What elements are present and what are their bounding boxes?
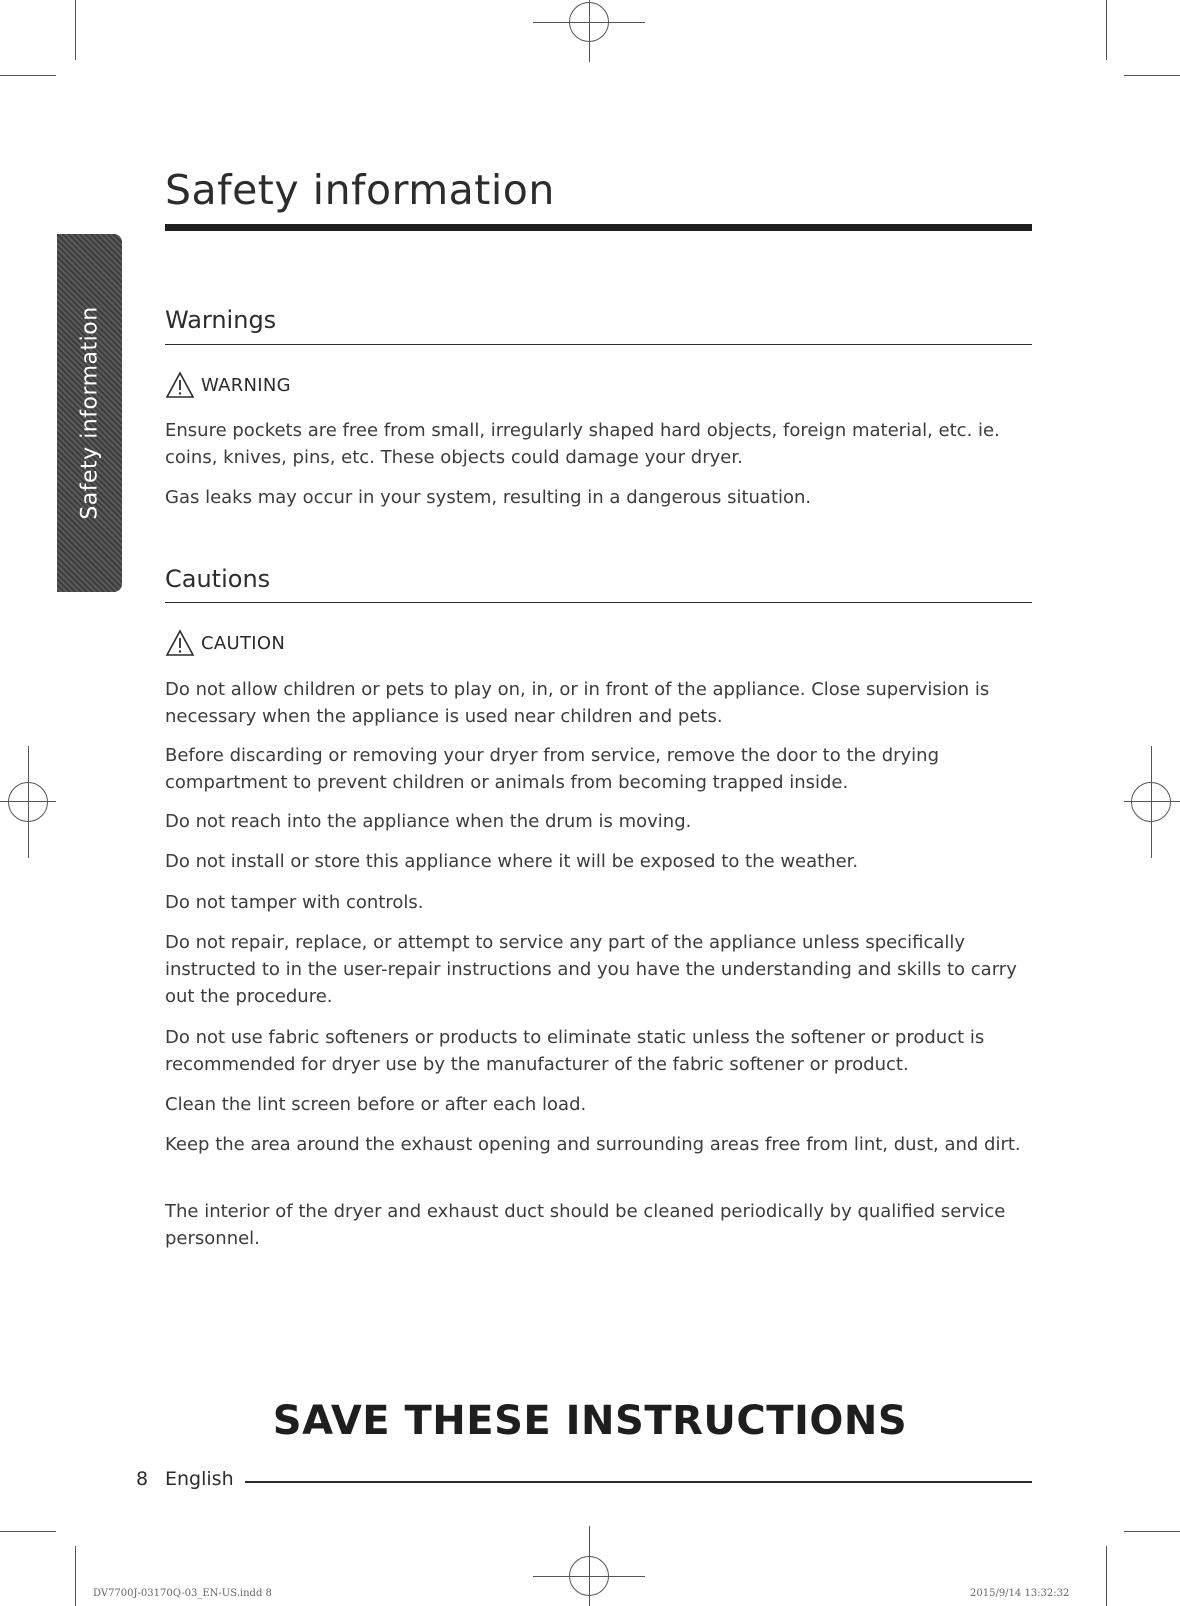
- cautions-rule: [165, 602, 1032, 603]
- caution-paragraph: Before discarding or removing your dryer from service, remove the door to the drying compartment to prevent children or animals from becoming trapped inside.: [165, 745, 940, 793]
- caution-paragraph: Keep the area around the exhaust opening and surrounding areas free from lint, dust, and dirt.: [165, 1134, 1021, 1155]
- footer-language: English: [165, 1468, 234, 1490]
- warning-paragraph: Ensure pockets are free from small, irregularly shaped hard objects, foreign material, etc. ie. coins, knives, pins, etc. These objects could damage your dryer.: [165, 420, 1000, 468]
- caution-paragraph: Do not use fabric softeners or products to eliminate static unless the softener or product is recommended for dryer use by the manufacturer of the fabric softener or product.: [165, 1027, 985, 1075]
- crop-mark: [0, 1531, 56, 1532]
- crop-mark: [1106, 0, 1107, 60]
- warning-alert: [165, 370, 291, 400]
- page-title: Safety information: [165, 166, 555, 214]
- caution-paragraph: Clean the lint screen before or after each load.: [165, 1094, 587, 1115]
- caution-paragraph: Do not install or store this appliance where it will be exposed to the weather.: [165, 851, 859, 872]
- footer-rule: [245, 1481, 1032, 1483]
- warning-paragraph: Gas leaks may occur in your system, resulting in a dangerous situation.: [165, 487, 812, 508]
- caution-paragraph: Do not repair, replace, or attempt to service any part of the appliance unless specifically instructed to in the user-repair instructions and you have the understanding and skills to carry out the procedure.: [165, 932, 1017, 1007]
- crop-mark: [1124, 1531, 1180, 1532]
- crop-mark: [1124, 75, 1180, 76]
- caution-triangle-icon: [165, 629, 195, 657]
- warnings-heading: Warnings: [165, 306, 277, 334]
- print-slug-file: DV7700J-03170Q-03_EN-US.indd 8: [93, 1588, 272, 1599]
- crop-mark: [0, 75, 56, 76]
- warnings-rule: [165, 344, 1032, 345]
- crop-mark: [75, 0, 76, 60]
- caution-alert: [165, 628, 285, 658]
- side-tab: [57, 234, 122, 592]
- caution-paragraph: The interior of the dryer and exhaust duct should be cleaned periodically by qualified service personnel.: [165, 1201, 1006, 1249]
- side-tab-label: Safety information: [77, 306, 102, 520]
- caution-paragraph: Do not allow children or pets to play on, in, or in front of the appliance. Close supervision is necessary when the appliance is used near children and pets.: [165, 679, 990, 727]
- page-number: 8: [136, 1468, 149, 1490]
- caution-paragraph: Do not reach into the appliance when the drum is moving.: [165, 811, 692, 832]
- crop-mark: [1106, 1546, 1107, 1606]
- cautions-heading: Cautions: [165, 565, 271, 593]
- print-slug-timestamp: 2015/9/14 13:32:32: [970, 1588, 1070, 1599]
- crop-mark: [75, 1546, 76, 1606]
- warning-triangle-icon: [165, 371, 195, 399]
- save-instructions-banner: SAVE THESE INSTRUCTIONS: [272, 1398, 908, 1444]
- caution-label: CAUTION: [201, 632, 286, 654]
- caution-paragraph: Do not tamper with controls.: [165, 892, 424, 913]
- title-rule: [165, 224, 1032, 231]
- warning-label: WARNING: [201, 374, 291, 396]
